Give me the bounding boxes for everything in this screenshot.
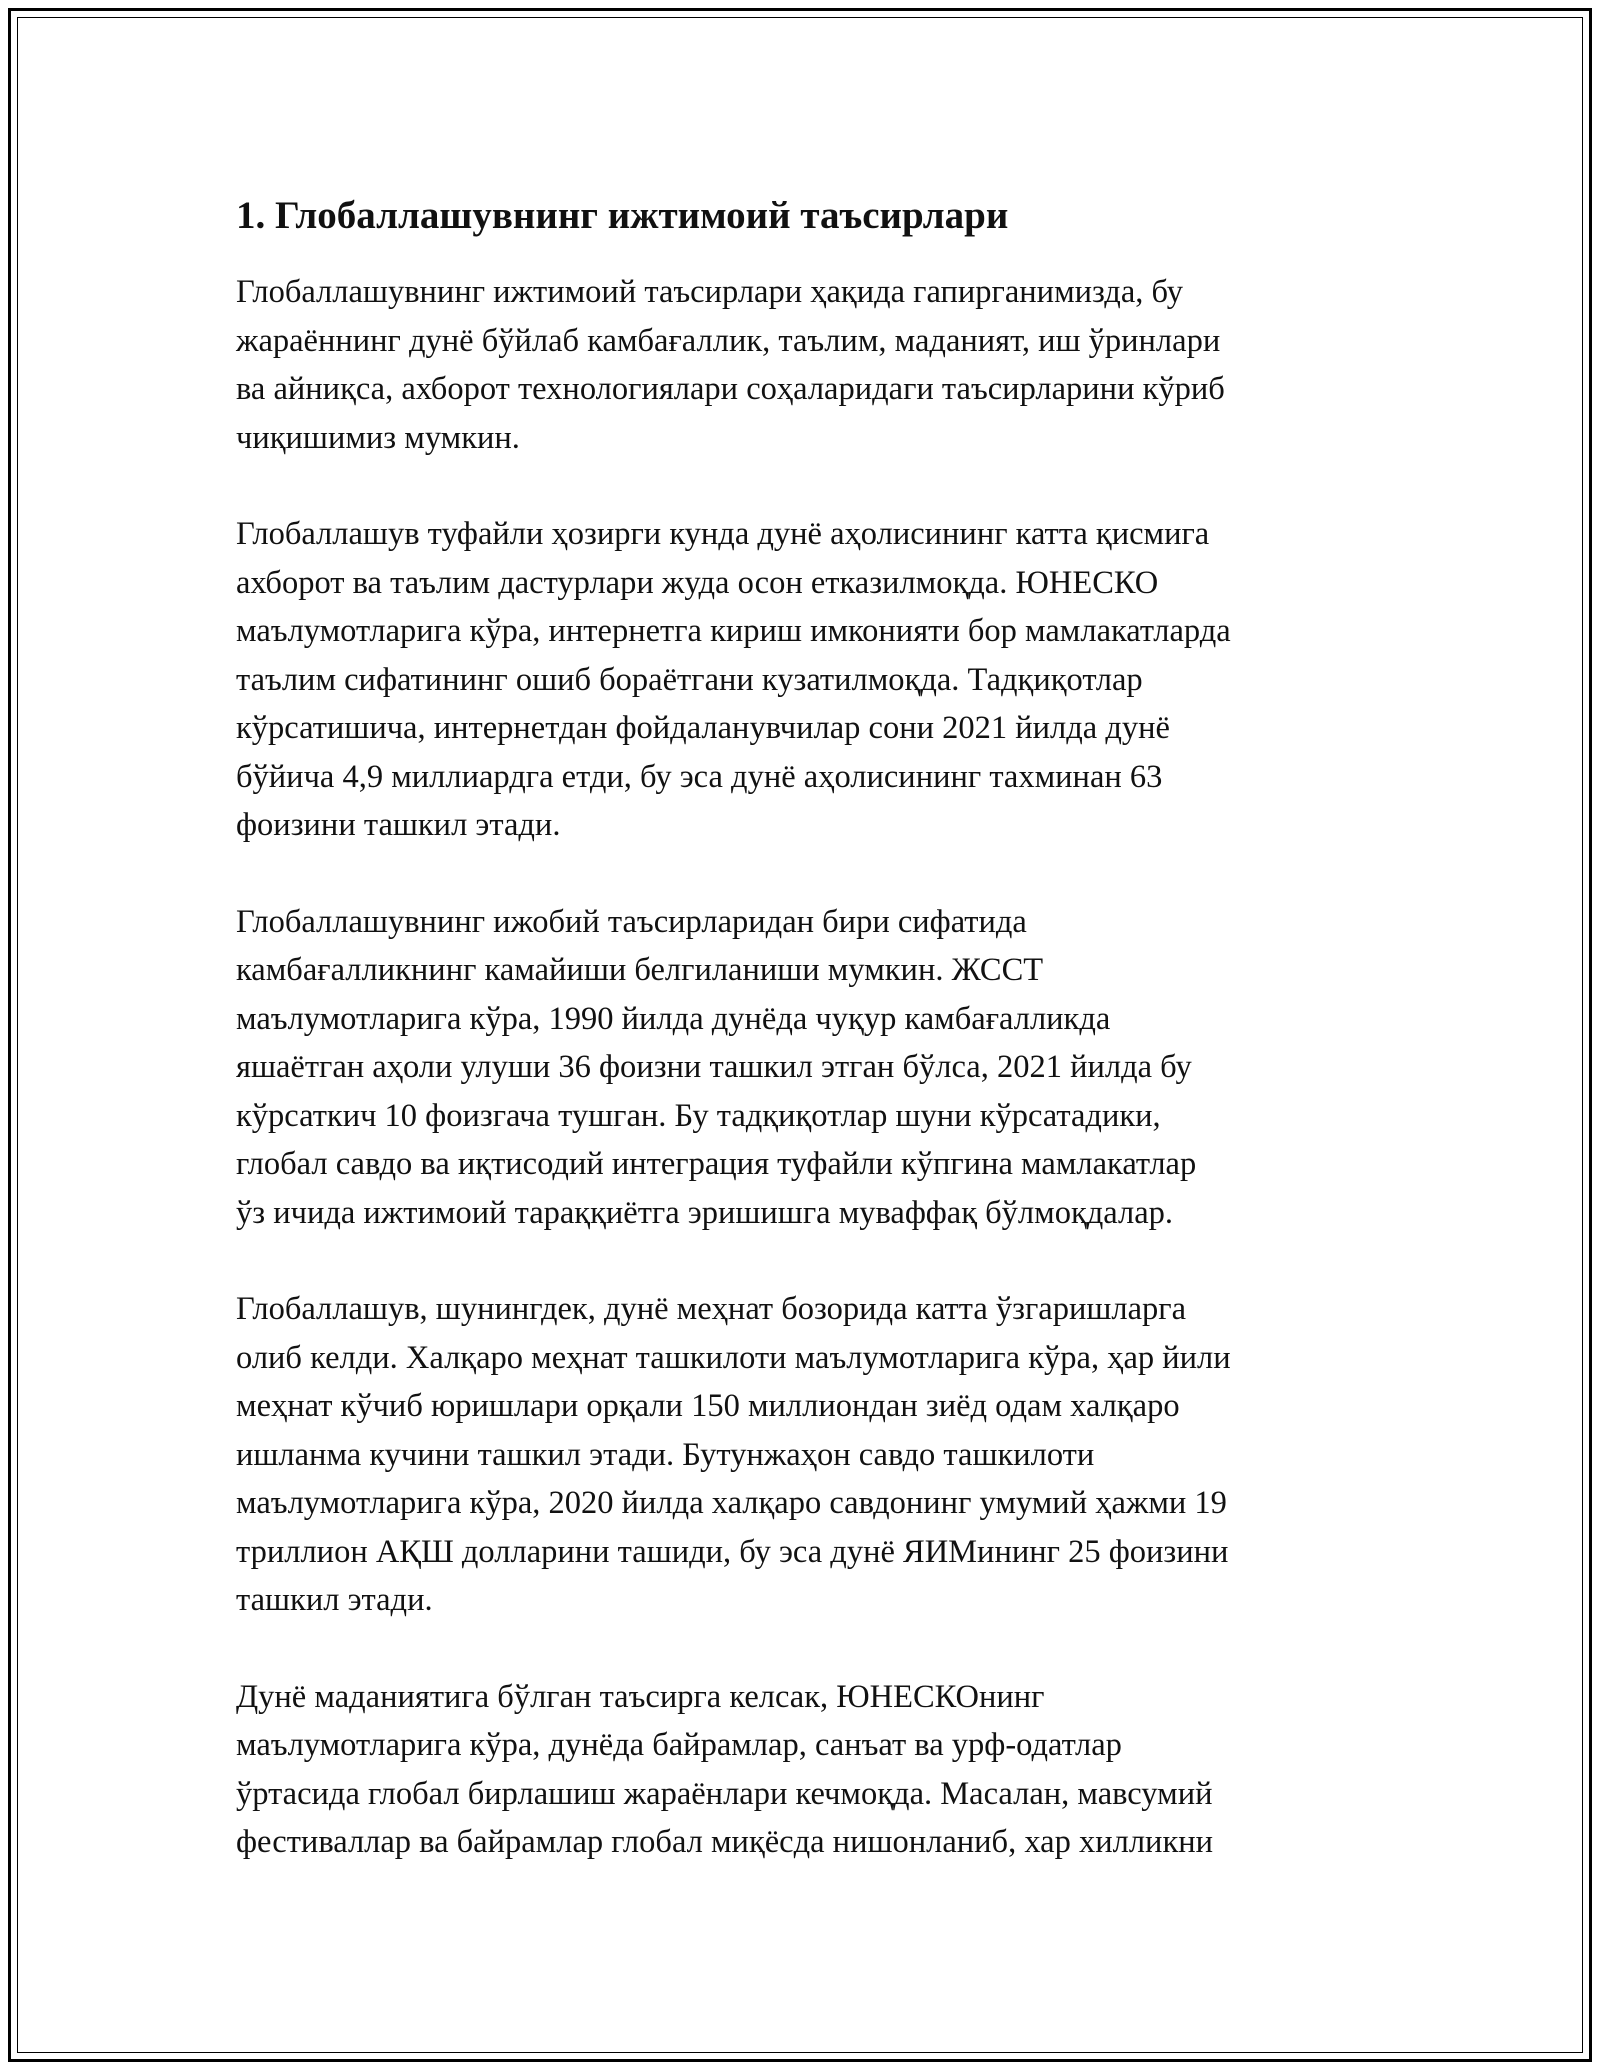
body-paragraph	[236, 898, 1376, 1238]
paragraph-line: Глобаллашув туфайли ҳозирги кунда дунё аҳолисининг катта қисмига	[236, 516, 1210, 552]
paragraph-line: меҳнат кўчиб юришлари орқали 150 миллиондан зиёд одам халқаро	[236, 1388, 1180, 1424]
document-body	[236, 186, 1376, 1915]
paragraph-line: Дунё маданиятига бўлган таъсирга келсак, ЮНЕСКОнинг	[236, 1678, 1045, 1715]
body-paragraph	[236, 510, 1376, 850]
paragraph-line: маълумотларига кўра, интернетга кириш имконияти бор мамлакатларда	[236, 613, 1231, 649]
section-heading: 1. Глобаллашувнинг ижтимоий таъсирлари	[236, 194, 1009, 237]
paragraph-line: ўртасида глобал бирлашиш жараёнлари кечмоқда. Масалан, мавсумий	[236, 1775, 1213, 1812]
paragraph-line: кўрсатишича, интернетдан фойдаланувчилар сони 2021 йилда дунё	[236, 710, 1170, 746]
paragraph-line: Глобаллашув, шунингдек, дунё меҳнат бозорида катта ўзгаришларга	[236, 1291, 1187, 1327]
paragraph-line: ташкил этади.	[236, 1582, 433, 1618]
paragraph-line: кўрсаткич 10 фоизгача тушган. Бу тадқиқотлар шуни кўрсатадики,	[236, 1097, 1161, 1134]
paragraph-line: яшаётган аҳоли улуши 36 фоизни ташкил этган бўлса, 2021 йилда бу	[236, 1049, 1192, 1085]
paragraph-line: ишланма кучини ташкил этади. Бутунжаҳон савдо ташкилоти	[236, 1436, 1095, 1473]
paragraph-line: фоизини ташкил этади.	[236, 807, 561, 843]
paragraph-line: Глобаллашувнинг ижобий таъсирларидан бири сифатида	[236, 903, 1027, 940]
paragraph-line: ўз ичида ижтимоий тараққиётга эришишга муваффақ бўлмоқдалар.	[236, 1194, 1173, 1231]
paragraph-line: таълим сифатининг ошиб бораётгани кузатилмоқда. Тадқиқотлар	[236, 661, 1143, 698]
paragraph-line: маълумотларига кўра, дунёда байрамлар, санъат ва урф-одатлар	[236, 1727, 1122, 1763]
paragraph-line: фестиваллар ва байрамлар глобал миқёсда нишонланиб, хар хилликни	[236, 1824, 1214, 1860]
paragraph-line: ахборот ва таълим дастурлари жуда осон етказилмоқда. ЮНЕСКО	[236, 564, 1159, 601]
paragraph-line: чиқишимиз мумкин.	[236, 419, 520, 456]
paragraph-line: Глобаллашувнинг ижтимоий таъсирлари ҳақида гапирганимизда, бу	[236, 274, 1184, 310]
paragraph-list	[236, 268, 1376, 1867]
paragraph-line: камбағалликнинг камайиши белгиланиши мумкин. ЖССТ	[236, 952, 1044, 988]
paragraph-line: маълумотларига кўра, 1990 йилда дунёда чуқур камбағалликда	[236, 1000, 1111, 1037]
body-paragraph	[236, 1285, 1376, 1625]
paragraph-line: олиб келди. Халқаро меҳнат ташкилоти маълумотларига кўра, ҳар йили	[236, 1339, 1231, 1376]
paragraph-line: триллион АҚШ долларини ташиди, бу эса дунё ЯИМининг 25 фоизини	[236, 1533, 1229, 1570]
paragraph-line: ва айниқса, ахборот технологиялари соҳаларидаги таъсирларини кўриб	[236, 371, 1225, 407]
paragraph-line: глобал савдо ва иқтисодий интеграция туфайли кўпгина мамлакатлар	[236, 1146, 1197, 1182]
paragraph-line: маълумотларига кўра, 2020 йилда халқаро савдонинг умумий ҳажми 19	[236, 1485, 1227, 1521]
body-paragraph	[236, 268, 1376, 462]
body-paragraph	[236, 1673, 1376, 1867]
paragraph-line: бўйича 4,9 миллиардга етди, бу эса дунё аҳолисининг тахминан 63	[236, 758, 1163, 795]
paragraph-line: жараённинг дунё бўйлаб камбағаллик, таълим, маданият, иш ўринлари	[236, 322, 1221, 359]
